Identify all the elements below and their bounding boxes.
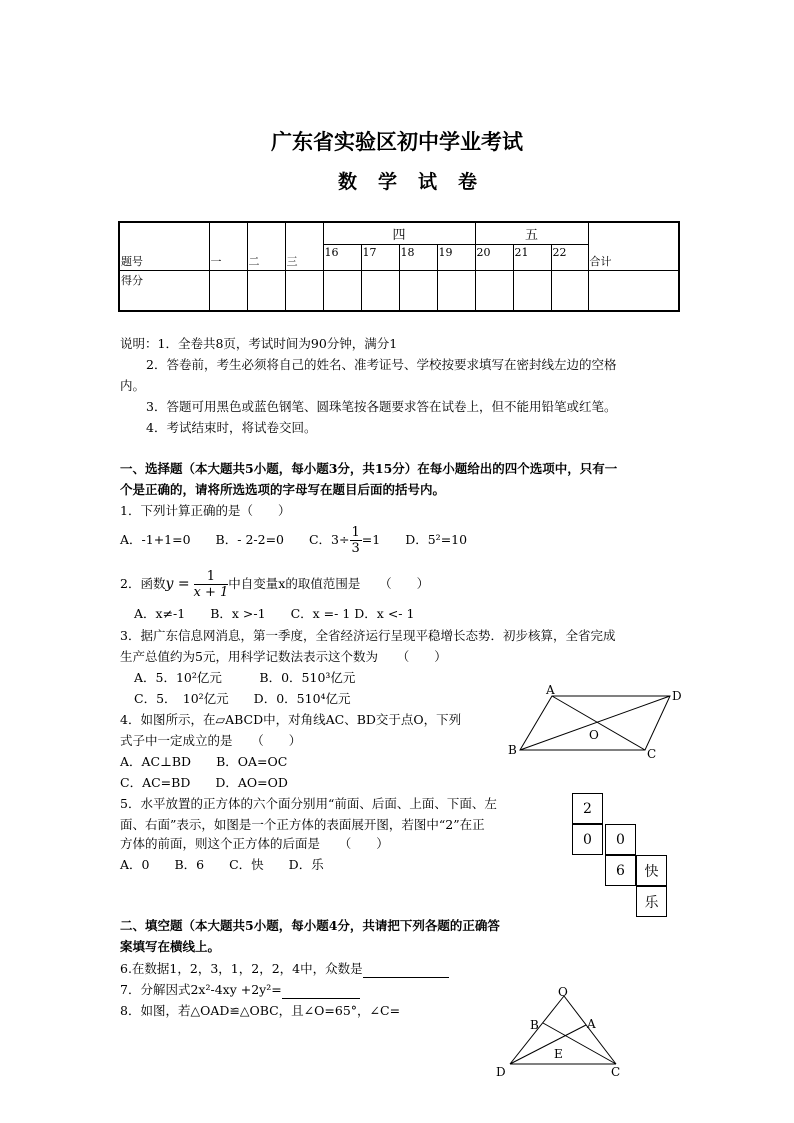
q6-text: 6.在数据1，2，3，1，2，2，4中，众数是: [120, 961, 363, 976]
score-table: [118, 221, 680, 312]
q1-options-cd: =1 D．5²=10: [361, 532, 468, 547]
label-a: A: [587, 1017, 596, 1031]
segment-da: [510, 1025, 586, 1064]
triangle-figure: [490, 984, 630, 1079]
fraction-denominator: 3: [351, 541, 360, 556]
q1-stem: 1．下列计算正确的是（ ）: [120, 503, 291, 518]
score-cell[interactable]: [551, 271, 588, 312]
group-header-four: 四: [323, 222, 475, 245]
col-header: 二: [247, 222, 285, 271]
net-face: 快: [636, 855, 667, 886]
col-header: 三: [285, 222, 323, 271]
score-cell[interactable]: [209, 271, 247, 312]
q2-stem-pre: 2．函数: [120, 576, 166, 591]
label-b: B: [508, 743, 517, 757]
col-header: 16: [323, 245, 361, 271]
label-d: D: [672, 689, 682, 703]
q4-line2: 式子中一定成立的是 （ ）: [120, 733, 302, 748]
q5-options: A．0 B．6 C．快 D．乐: [120, 857, 324, 872]
q4-line1: 4．如图所示，在▱ABCD中，对角线AC、BD交于点O，下列: [120, 712, 462, 727]
score-cell[interactable]: [285, 271, 323, 312]
q1-options: [120, 522, 467, 558]
net-face: 乐: [636, 886, 667, 917]
q3-line1: 3．据广东信息网消息，第一季度，全省经济运行呈现平稳增长态势．初步核算，全省完成: [120, 628, 616, 643]
q3-options-cd: C．5． 10²亿元 D．0．510⁴亿元: [134, 691, 351, 706]
q1-options-ab: A．-1+1=0 B．- 2-2=0 C．3÷: [120, 532, 350, 547]
q8-text: 8．如图，若△OAD≌△OBC，且∠O=65°，∠C=: [120, 1003, 401, 1018]
col-header: 18: [399, 245, 437, 271]
q2-stem: [120, 566, 429, 602]
net-face: 2: [572, 793, 603, 824]
q6: [120, 961, 449, 978]
col-header: 21: [513, 245, 551, 271]
net-face: 0: [605, 824, 636, 855]
fraction-numerator: 1: [194, 569, 229, 585]
score-cell-total[interactable]: [588, 271, 679, 312]
col-header: 22: [551, 245, 588, 271]
q2-stem-post: 中自变量x的取值范围是 （ ）: [228, 576, 430, 591]
parallelogram-figure: [500, 682, 690, 762]
score-cell[interactable]: [513, 271, 551, 312]
q5-line3: 方体的前面，则这个正方体的后面是 （ ）: [120, 836, 389, 851]
label-c: C: [647, 747, 657, 761]
row-label-score: 得分: [119, 271, 209, 312]
fraction-denominator: x + 1: [193, 585, 229, 600]
fraction-numerator: 1: [351, 525, 360, 540]
col-header: 17: [361, 245, 399, 271]
note-3: 3．答题可用黑色或蓝色钢笔、圆珠笔按各题要求答在试卷上，但不能用铅笔或红笔。: [146, 399, 617, 414]
note-1: 说明：1．全卷共8页，考试时间为90分钟，满分1: [120, 336, 398, 351]
label-o: O: [589, 728, 599, 742]
q3-options-ab: A．5．10²亿元 B．0．510³亿元: [134, 670, 356, 685]
score-cell[interactable]: [399, 271, 437, 312]
note-4: 4．考试结束时，将试卷交回。: [146, 420, 317, 435]
q6-answer-blank[interactable]: [363, 961, 449, 978]
q7-answer-blank[interactable]: [282, 982, 360, 999]
q4-options-cd: C．AC=BD D．AO=OD: [120, 775, 288, 790]
score-cell[interactable]: [323, 271, 361, 312]
group-header-five: 五: [475, 222, 588, 245]
label-d: D: [496, 1065, 506, 1079]
section2-heading-cont: 案填写在横线上。: [120, 939, 221, 954]
label-c: C: [611, 1065, 621, 1079]
net-face: 0: [572, 824, 603, 855]
col-header: 一: [209, 222, 247, 271]
label-o: O: [558, 985, 568, 999]
score-cell[interactable]: [247, 271, 285, 312]
q7-text: 7．分解因式2x²-4xy +2y²=: [120, 982, 282, 997]
q7: [120, 982, 360, 999]
exam-subtitle: 数学试卷: [337, 171, 498, 193]
col-header: 20: [475, 245, 513, 271]
exam-title: 广东省实验区初中学业考试: [271, 129, 523, 154]
col-header: 19: [437, 245, 475, 271]
q5-line1: 5．水平放置的正方体的六个面分别用“前面、后面、上面、下面、左: [120, 796, 497, 811]
q5-line2: 面、右面”表示，如图是一个正方体的表面展开图，若图中“2”在正: [120, 817, 485, 832]
row-label-question: 题号: [119, 222, 209, 271]
q4-options-ab: A．AC⊥BD B．OA=OC: [120, 754, 288, 769]
col-header-total: 合计: [588, 222, 679, 271]
note-2: 2．答卷前，考生必须将自己的姓名、准考证号、学校按要求填写在密封线左边的空格: [146, 357, 617, 372]
label-b: B: [530, 1018, 539, 1032]
q3-line2: 生产总值约为5元，用科学记数法表示这个数为 （ ）: [120, 649, 447, 664]
net-face: 6: [605, 855, 636, 886]
label-e: E: [554, 1047, 563, 1061]
q2-y-eq: y =: [165, 576, 190, 592]
section1-heading-cont: 个是正确的，请将所选选项的字母写在题目后面的括号内。: [120, 482, 446, 497]
score-cell[interactable]: [437, 271, 475, 312]
score-cell[interactable]: [475, 271, 513, 312]
score-cell[interactable]: [361, 271, 399, 312]
label-a: A: [546, 683, 555, 697]
section1-heading: 一、选择题（本大题共5小题，每小题3分，共15分）在每小题给出的四个选项中，只有一: [120, 461, 618, 476]
section2-heading: 二、填空题（本大题共5小题，每小题4分，共请把下列各题的正确答: [120, 918, 500, 933]
q2-options: A．x≠-1 B．x >-1 C．x =- 1 D．x <- 1: [134, 606, 415, 621]
note-2-cont: 内。: [120, 378, 146, 393]
q2-fraction: [194, 569, 229, 600]
q1-fraction: [350, 525, 362, 556]
